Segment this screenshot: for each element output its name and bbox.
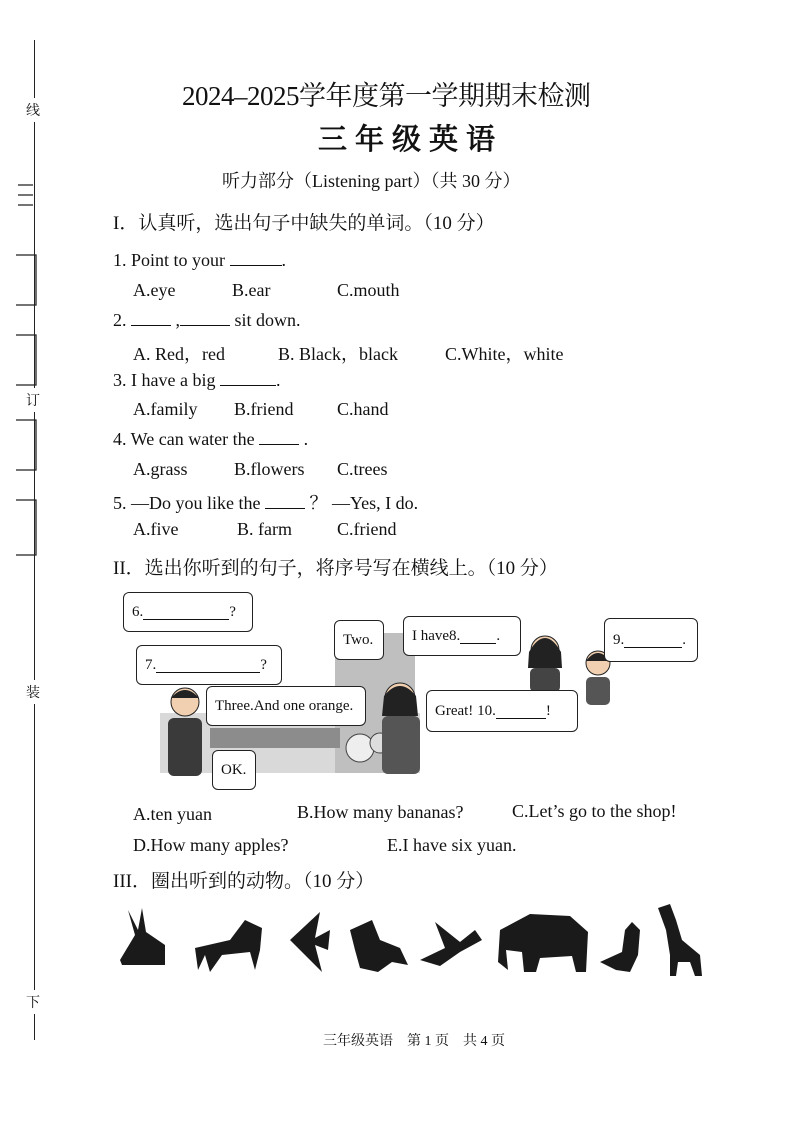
answer-blank[interactable] (180, 311, 230, 326)
s2-option-d: D.How many apples? (133, 835, 289, 855)
girl-figure (520, 628, 570, 692)
page-title: 2024–2025学年度第一学期期末检测 (182, 81, 591, 111)
section1-heading: I．认真听，选出句子中缺失的单词。（10 分） (113, 213, 495, 234)
binding-label-below: 下 (26, 990, 40, 1014)
cat-icon[interactable] (600, 922, 640, 972)
q4-option-b: B.flowers (234, 459, 305, 479)
section2-heading: II．选出你听到的句子，将序号写在横线上。（10 分） (113, 558, 558, 579)
binding-label-line: 线 (26, 98, 40, 122)
q2-option-b: B. Black，black (278, 344, 398, 364)
page-footer: 三年级英语 第 1 页 共 4 页 (323, 1034, 505, 1049)
giraffe-icon[interactable] (658, 904, 702, 976)
answer-blank[interactable] (460, 629, 496, 644)
speech-bubble-9: 9. . (604, 618, 698, 662)
question-4: 4. We can water the . (113, 429, 309, 449)
speech-bubble-6: 6. ? (123, 592, 253, 632)
q3-option-c: C.hand (337, 399, 389, 419)
question-2: 2. , sit down. (113, 310, 301, 330)
q1-option-a: A.eye (133, 280, 176, 300)
animal-row (110, 900, 710, 982)
s2-option-c: C.Let’s go to the shop! (512, 801, 677, 821)
binding-label-bind: 装 (26, 680, 40, 704)
s2-option-a: A.ten yuan (133, 804, 212, 824)
fish-icon[interactable] (290, 912, 330, 972)
speech-bubble-ok: OK. (212, 750, 256, 790)
q5-option-b: B. farm (237, 519, 292, 539)
speech-bubble-8: I have8. . (403, 616, 521, 656)
monkey-icon[interactable] (350, 920, 408, 972)
speech-bubble-10: Great! 10. ! (426, 690, 578, 732)
answer-blank[interactable] (624, 633, 682, 648)
q2-option-c: C.White，white (445, 344, 564, 364)
answer-blank[interactable] (220, 371, 276, 386)
q1-option-c: C.mouth (337, 280, 400, 300)
speech-bubble-7: 7. ? (136, 645, 282, 685)
q2-option-a: A. Red，red (133, 344, 225, 364)
lion-icon[interactable] (195, 920, 262, 972)
q4-option-a: A.grass (133, 459, 188, 479)
q3-option-a: A.family (133, 399, 198, 419)
answer-blank[interactable] (230, 251, 282, 266)
s2-option-e: E.I have six yuan. (387, 835, 517, 855)
q3-option-b: B.friend (234, 399, 294, 419)
s2-option-b: B.How many bananas? (297, 802, 464, 822)
answer-blank[interactable] (259, 430, 299, 445)
q5-option-c: C.friend (337, 519, 397, 539)
bird-icon[interactable] (420, 922, 482, 966)
binding-label-staple: 订 (26, 388, 40, 412)
speech-bubble-two: Two. (334, 620, 384, 660)
answer-blank[interactable] (131, 311, 171, 326)
q1-option-b: B.ear (232, 280, 271, 300)
answer-blank[interactable] (265, 494, 305, 509)
answer-blank[interactable] (496, 704, 546, 719)
shopkeeper-figure (370, 676, 425, 776)
answer-blank[interactable] (143, 605, 229, 620)
student-info-boxes (8, 170, 38, 590)
elephant-icon[interactable] (498, 914, 588, 972)
q4-option-c: C.trees (337, 459, 388, 479)
question-1: 1. Point to your . (113, 250, 287, 270)
answer-blank[interactable] (156, 658, 260, 673)
q5-option-a: A.five (133, 519, 179, 539)
listening-part-heading: 听力部分（Listening part）（共 30 分） (222, 171, 521, 191)
rabbit-icon[interactable] (120, 908, 165, 965)
subject-title: 三年级英语 (318, 124, 504, 156)
question-3: 3. I have a big . (113, 370, 281, 390)
speech-bubble-three: Three.And one orange. (206, 686, 366, 726)
question-5: 5. —Do you like the ？ —Yes, I do. (113, 493, 419, 513)
section3-heading: III．圈出听到的动物。（10 分） (113, 871, 375, 892)
boy-figure (160, 684, 210, 779)
